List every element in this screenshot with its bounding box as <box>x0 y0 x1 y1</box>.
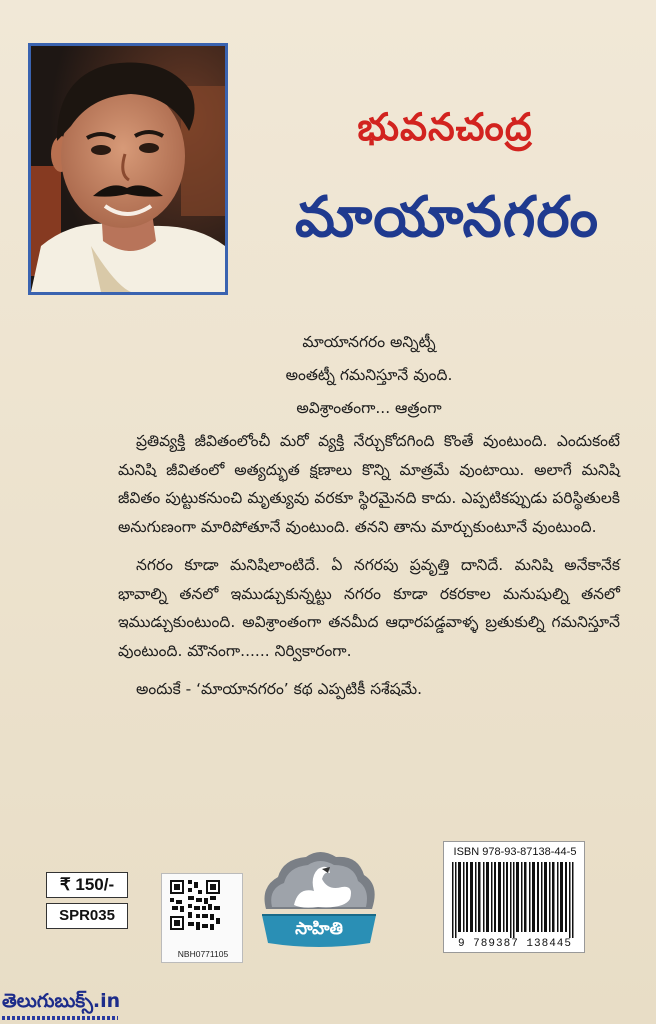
blurb-intro-line: మాయానగరం అన్నిట్నీ <box>302 333 436 351</box>
blurb <box>118 326 620 703</box>
book-title: మాయానగరం <box>294 184 600 250</box>
qr-label: NBH0771105 <box>177 949 229 959</box>
blurb-paragraph: ప్రతివ్యక్తి జీవితంలోంచీ మరో వ్యక్తి నేర్చుకోదగింది కొంతే వుంటుంది. ఎందుకంటే మనిషి జీవితంలో అత్యద్భుత క్షణాలు కొన్ని మాత్రమే వుంటాయి. అలాగే మనిషి జీవితం పుట్టుకనుంచి మృత్యువు వరకూ స్థిరమైనది కాదు. ఎప్పటికప్పుడు పరిస్థితులకి అనుగుణంగా మారిపోతూనే వుంటుంది. తనని తాను మార్చుకుంటూనే వుంటుంది. <box>118 432 620 536</box>
blurb-intro-line: అవిశ్రాంతంగా... ఆత్రంగా <box>296 399 442 417</box>
blurb-paragraph: నగరం కూడా మనిషిలాంటిదే. ఏ నగరపు ప్రవృత్తి దానిదే. మనిషి అనేకానేక భావాల్ని తనలో ఇముడ్చుకున్నట్టు నగరం కూడా రకరకాల మనుషుల్ని తనలో ఇముడ్చుకుంటుంది. అవిశ్రాంతంగా తనమీద ఆధారపడ్డవాళ్ళ బ్రతుకుల్ని గమనిస్తూనే వుంటుంది. మౌనంగా...... నిర్వికారంగా. <box>118 556 620 660</box>
qr-sticker <box>161 873 243 963</box>
watermark: తెలుగుబుక్స్.in <box>2 990 121 1012</box>
qr-code-icon <box>170 880 220 930</box>
author-name: భువనచంద్ర <box>357 104 533 149</box>
author-photo <box>28 43 228 295</box>
publisher-name: సాహితి <box>295 919 343 939</box>
watermark-underline <box>2 1016 118 1020</box>
isbn-label: ISBN 978-93-87138-44-5 <box>453 846 577 858</box>
blurb-intro-line: అంతట్నీ గమనిస్తూనే వుంది. <box>285 366 453 384</box>
barcode-number: 9 789387 138445 <box>457 938 573 950</box>
isbn-barcode <box>443 841 585 953</box>
price-tag: ₹ 150/- <box>46 872 128 898</box>
product-code: SPR035 <box>46 903 128 929</box>
publisher-logo <box>258 847 380 951</box>
barcode-icon <box>452 862 578 938</box>
blurb-closing: అందుకే - ‘మాయానగరం’ కథ ఎప్పటికీ సశేషమే. <box>136 680 423 698</box>
